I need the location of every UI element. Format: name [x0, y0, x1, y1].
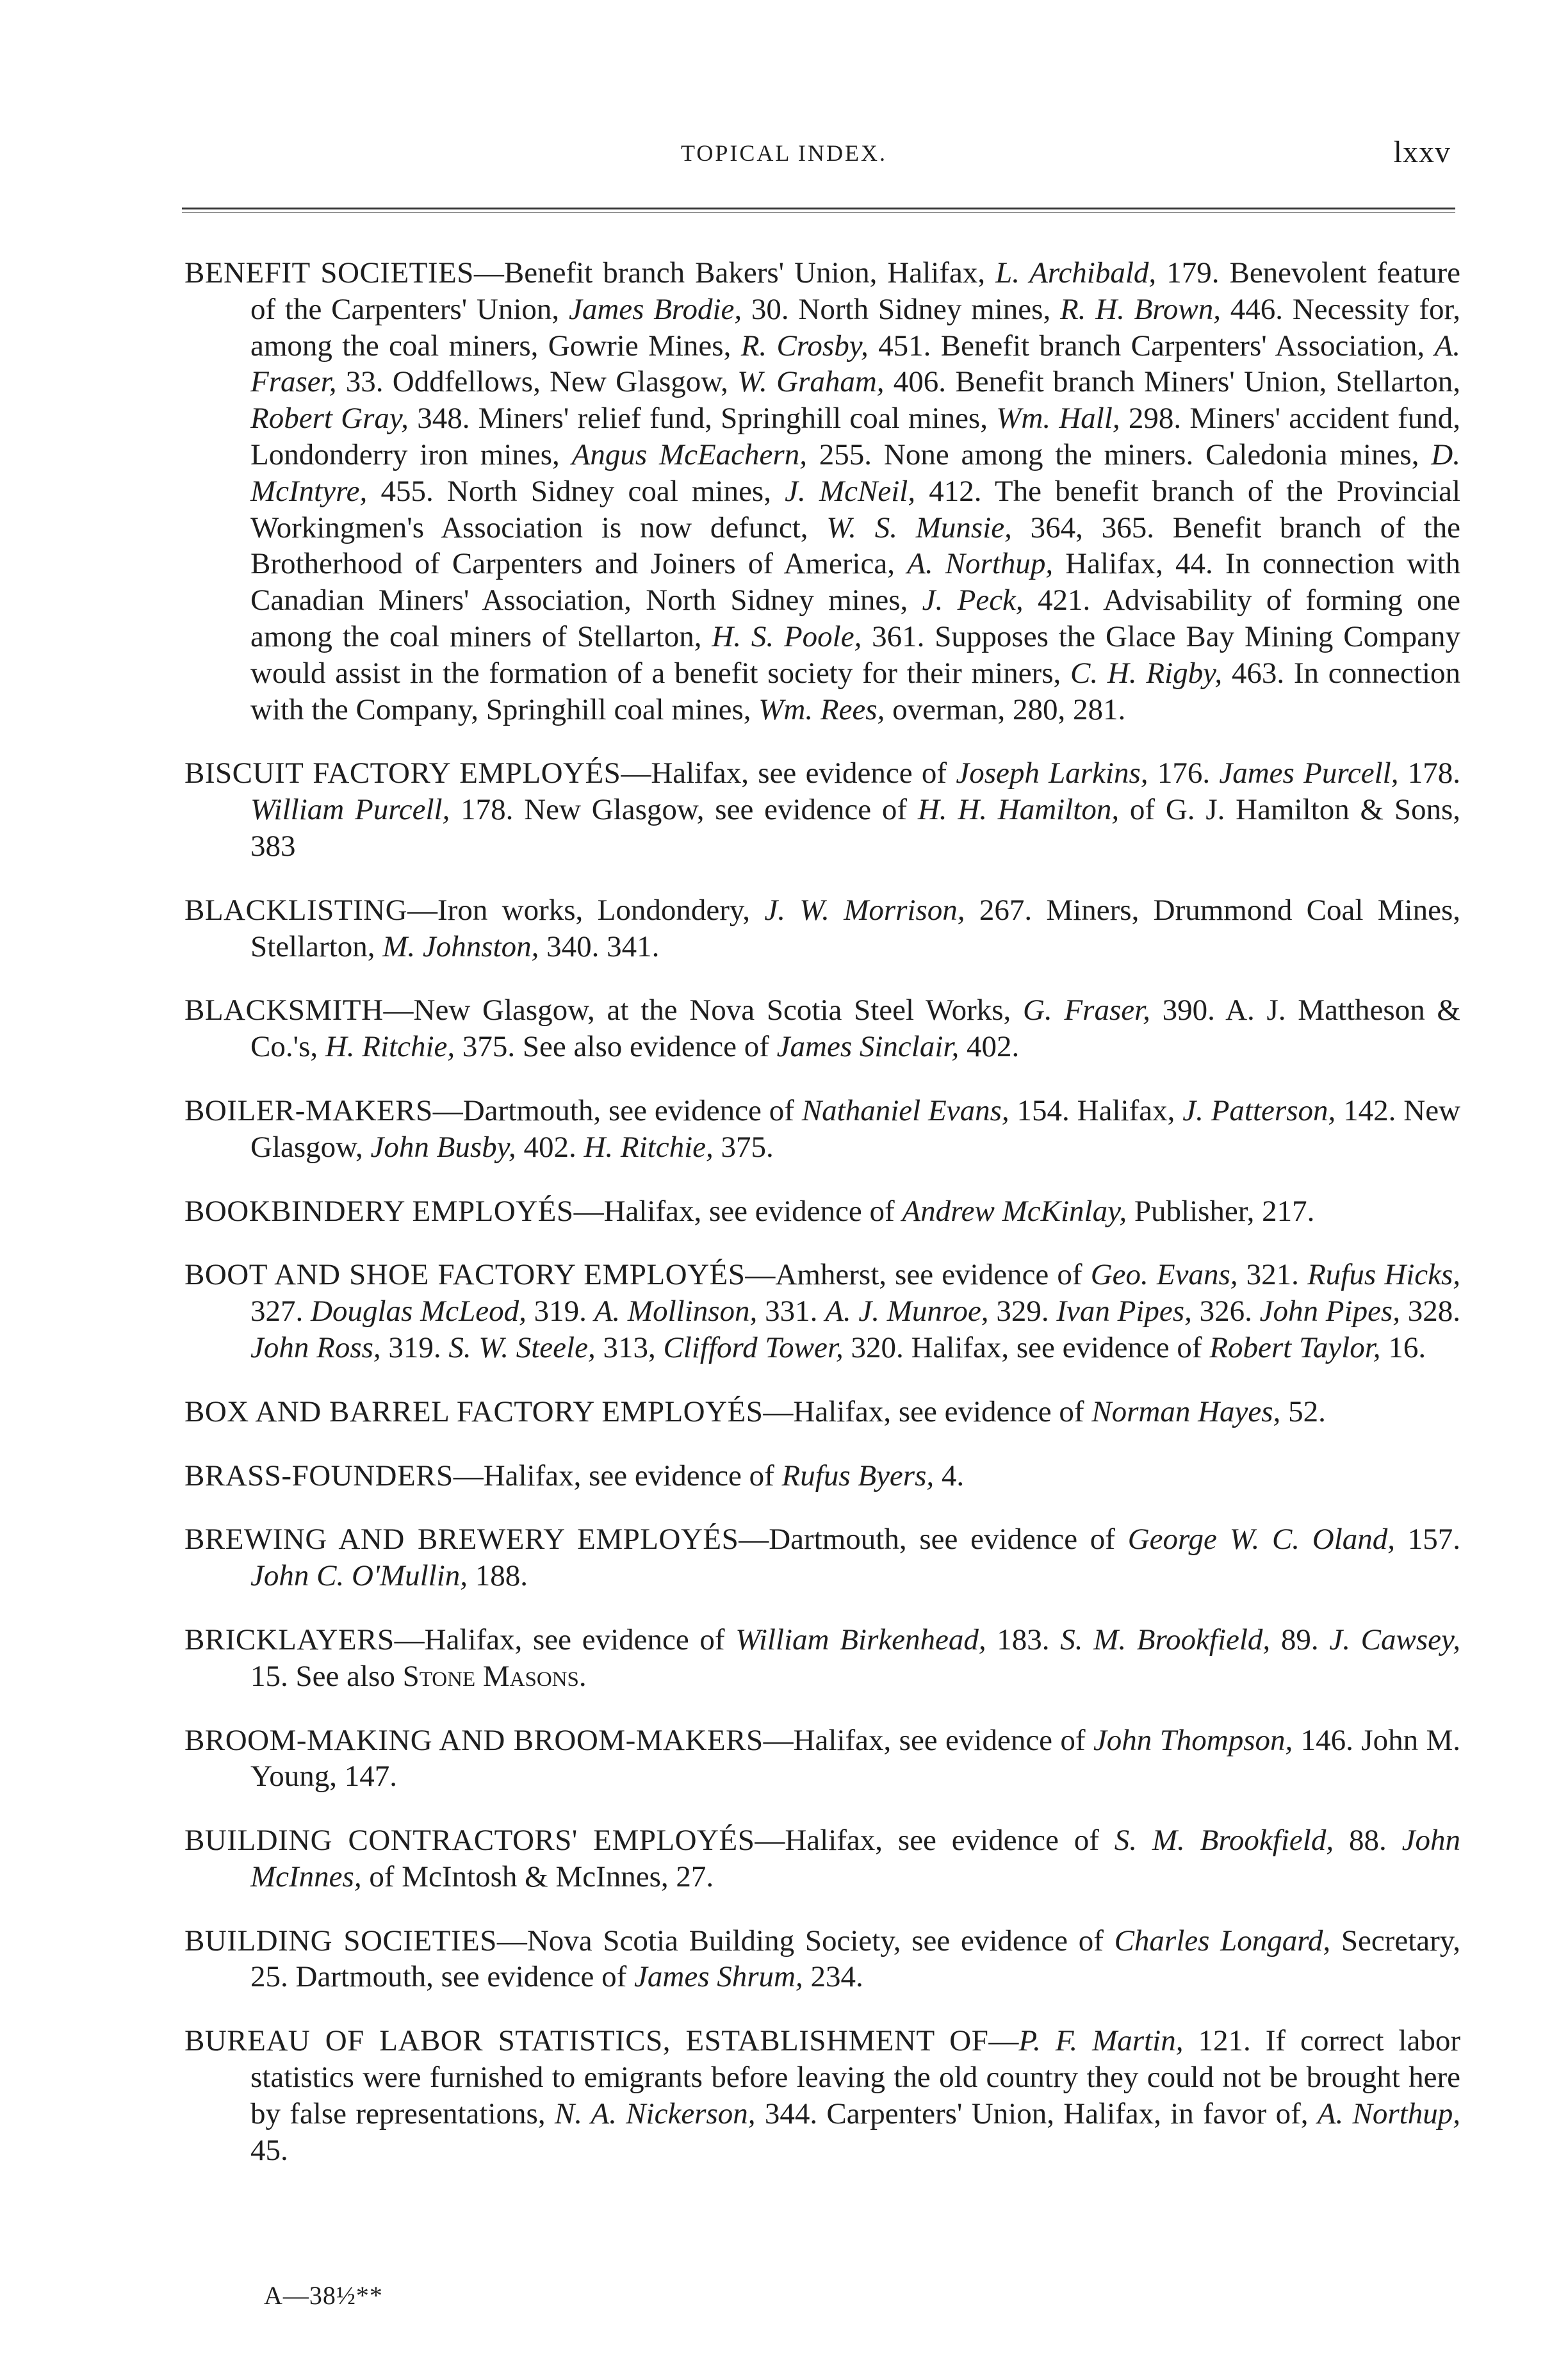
header-rule-thin: [182, 212, 1455, 213]
page-number: lxxv: [1393, 135, 1451, 169]
index-entry: [184, 755, 1460, 864]
index-entry: [184, 1622, 1460, 1695]
index-entry: [184, 1394, 1460, 1430]
entry-body: —Halifax, see evidence of Norman Hayes, 52.: [763, 1394, 1326, 1428]
index-entry: [184, 1822, 1460, 1895]
entry-body: —New Glasgow, at the Nova Scotia Steel Works, G. Fraser, 390. A. J. Mattheson & Co.'s, H. Ritchie, 375. See also evidence of James Sinclair, 402.: [250, 993, 1460, 1064]
index-entry: [184, 1458, 1460, 1494]
index-entry: [184, 892, 1460, 965]
entry-headword: BENEFIT SOCIETIES: [184, 256, 474, 290]
index-entry: [184, 1257, 1460, 1366]
index-entry: [184, 2023, 1460, 2168]
index-entry: [184, 1093, 1460, 1166]
entry-headword: BREWING AND BREWERY EMPLOYÉS: [184, 1523, 739, 1557]
entry-headword: BISCUIT FACTORY EMPLOYÉS: [184, 756, 621, 790]
entry-headword: BUREAU OF LABOR STATISTICS, ESTABLISHMENT OF: [184, 2024, 989, 2058]
entry-body: —Halifax, see evidence of Rufus Byers, 4.: [453, 1459, 965, 1492]
entry-headword: BUILDING SOCIETIES: [184, 1924, 497, 1958]
entry-headword: BOOKBINDERY EMPLOYÉS: [184, 1194, 574, 1228]
entry-body: —Dartmouth, see evidence of George W. C. Oland, 157. John C. O'Mullin, 188.: [250, 1523, 1460, 1593]
entry-body: —Dartmouth, see evidence of Nathaniel Evans, 154. Halifax, J. Patterson, 142. New Glasgow, John Busby, 402. H. Ritchie, 375.: [250, 1093, 1460, 1164]
entry-body: —Iron works, Londondery, J. W. Morrison, 267. Miners, Drummond Coal Mines, Stellarton, M. Johnston, 340. 341.: [250, 893, 1460, 963]
entry-body: —P. F. Martin, 121. If correct labor statistics were furnished to emigrants before leaving the old country they could not be brought here by false representations, N. A. Nickerson, 344. Carpenters' Union, Halifax, in favor of, A. Northup, 45.: [250, 2024, 1460, 2167]
index-entry: [184, 255, 1460, 728]
index-entry: [184, 992, 1460, 1065]
index-entry: [184, 1193, 1460, 1230]
entry-headword: BLACKLISTING: [184, 893, 408, 927]
entry-body: —Halifax, see evidence of William Birkenhead, 183. S. M. Brookfield, 89. J. Cawsey, 15. See also Stone Masons.: [250, 1623, 1461, 1693]
running-head: [0, 135, 1568, 178]
entry-headword: BOOT AND SHOE FACTORY EMPLOYÉS: [184, 1258, 746, 1292]
entry-body: —Benefit branch Bakers' Union, Halifax, L. Archibald, 179. Benevolent feature of the Carpenters' Union, James Brodie, 30. North Sidney mines, R. H. Brown, 446. Necessity for, among the coal miners, Gowrie Mines, R. Crosby, 451. Benefit branch Carpenters' Association, A. Fraser, 33. Oddfellows, New Glasgow, W. Graham, 406. Benefit branch Miners' Union, Stellarton, Robert Gray, 348. Miners' relief fund, Springhill coal mines, Wm. Hall, 298. Miners' accident fund, Londonderry iron mines, Angus McEachern, 255. None among the miners. Caledonia mines, D. McIntyre, 455. North Sidney coal mines, J. McNeil, 412. The benefit branch of the Provincial Workingmen's Association is now defunct, W. S. Munsie, 364, 365. Benefit branch of the Brotherhood of Carpenters and Joiners of America, A. Northup, Halifax, 44. In connection with Canadian Miners' Association, North Sidney mines, J. Peck, 421. Advisability of forming one among the coal miners of Stellarton, H. S. Poole, 361. Supposes the Glace Bay Mining Company would assist in the formation of a benefit society for their miners, C. H. Rigby, 463. In connection with the Company, Springhill coal mines, Wm. Rees, overman, 280, 281.: [250, 256, 1461, 726]
entry-body: —Halifax, see evidence of S. M. Brookfield, 88. John McInnes, of McIntosh & McInnes, 27.: [250, 1824, 1460, 1893]
entry-body: —Halifax, see evidence of Joseph Larkins, 176. James Purcell, 178. William Purcell, 178. New Glasgow, see evidence of H. H. Hamilton, of G. J. Hamilton & Sons, 383: [250, 756, 1461, 863]
index-entry: [184, 1722, 1460, 1795]
signature-mark: A—38½**: [264, 2281, 383, 2310]
page-title: TOPICAL INDEX.: [681, 140, 887, 166]
entry-body: —Amherst, see evidence of Geo. Evans, 321. Rufus Hicks, 327. Douglas McLeod, 319. A. Mollinson, 331. A. J. Munroe, 329. Ivan Pipes, 326. John Pipes, 328. John Ross, 319. S. W. Steele, 313, Clifford Tower, 320. Halifax, see evidence of Robert Taylor, 16.: [250, 1258, 1461, 1364]
index-entry: [184, 1521, 1460, 1594]
header-rule: [182, 208, 1455, 209]
entry-body: —Nova Scotia Building Society, see evidence of Charles Longard, Secretary, 25. Dartmouth, see evidence of James Shrum, 234.: [250, 1924, 1460, 1994]
entry-body: —Halifax, see evidence of Andrew McKinlay, Publisher, 217.: [573, 1194, 1315, 1228]
entry-headword: BOILER-MAKERS: [184, 1093, 433, 1127]
entry-headword: BROOM-MAKING AND BROOM-MAKERS: [184, 1723, 764, 1757]
entry-headword: BRICKLAYERS: [184, 1623, 395, 1656]
entry-headword: BOX AND BARREL FACTORY EMPLOYÉS: [184, 1394, 764, 1428]
entry-headword: BRASS-FOUNDERS: [184, 1459, 453, 1492]
entry-headword: BLACKSMITH: [184, 993, 384, 1027]
entry-headword: BUILDING CONTRACTORS' EMPLOYÉS: [184, 1824, 755, 1858]
index-entry: [184, 1923, 1460, 1996]
index-entries: [184, 255, 1460, 2168]
entry-body: —Halifax, see evidence of John Thompson, 146. John M. Young, 147.: [250, 1723, 1460, 1794]
